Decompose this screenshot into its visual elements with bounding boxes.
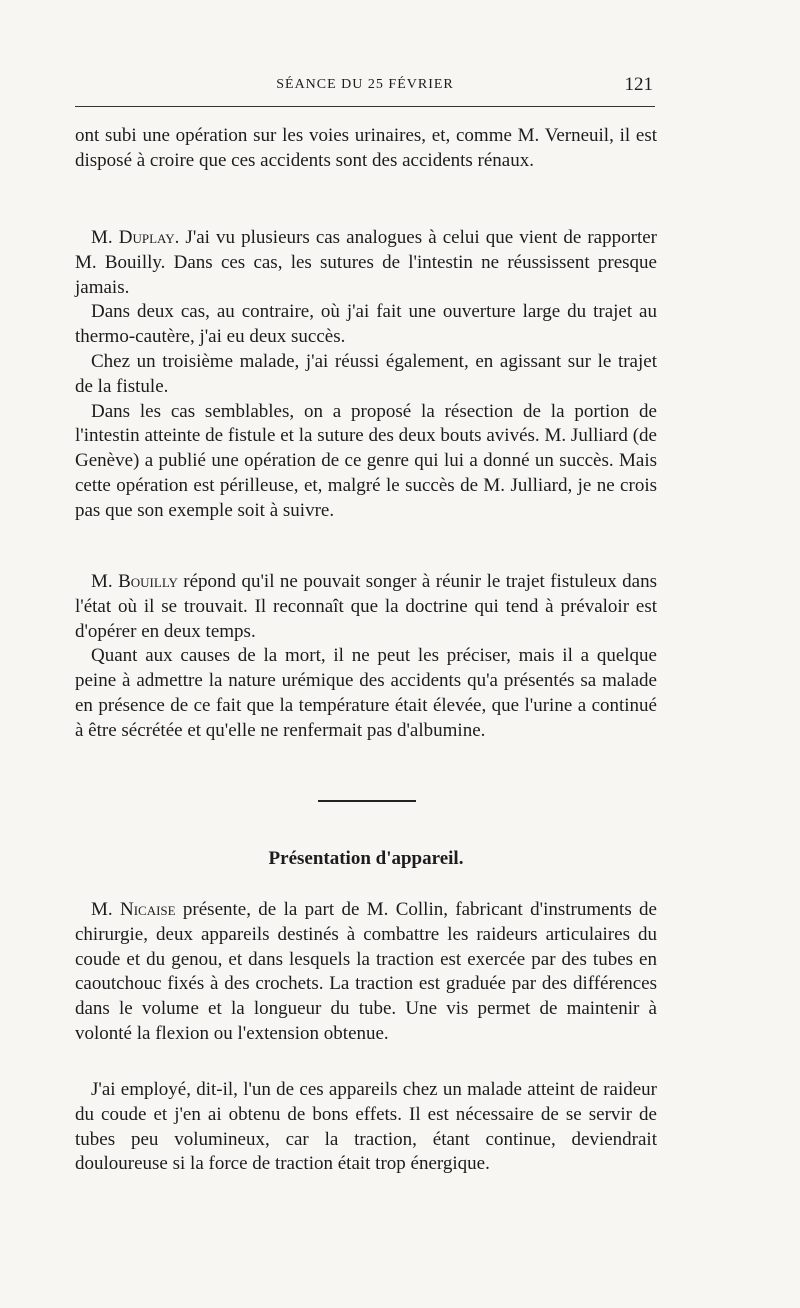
speaker-name: M. Nicaise [91,899,176,920]
paragraph [75,570,657,644]
section-title: Présentation d'appareil. [268,848,464,869]
running-title: SÉANCE DU 25 FÉVRIER [276,77,454,92]
speaker-name: M. Duplay. [91,227,180,248]
paragraph-text: répond qu'il ne pouvait songer à réunir le trajet fistuleux dans l'état où il se trouvait. Il reconnaît que la doctrine qui tend à prévaloir est d'opérer en deux temps. [75,571,657,642]
page-header [75,74,655,100]
text-block-closing [75,1078,657,1177]
text-block-bouilly [75,570,657,744]
page-number: 121 [624,74,653,95]
text-block-nicaise [75,898,657,1047]
section-separator [318,800,416,802]
paragraph [75,226,657,300]
paragraph: Dans les cas semblables, on a proposé la résection de la portion de l'intestin atteinte de fistule et la suture des deux bouts avivés. M. Julliard (de Genève) a publié une opération de ce genre qui lui a donné un succès. Mais cette opération est périlleuse, et, malgré le succès de M. Julliard, je ne crois pas que son exemple soit à suivre. [75,400,657,521]
paragraph: Chez un troisième malade, j'ai réussi également, en agissant sur le trajet de la fistule. [75,350,657,397]
paragraph-text: présente, de la part de M. Collin, fabricant d'instruments de chirurgie, deux appareils destinés à combattre les raideurs articulaires du coude et du genou, et dans lesquels la traction est exercée par des tubes en caoutchouc fixés à des crochets. La traction est graduée par des différences dans le volume et la longueur du tube. Une vis permet de maintenir à volonté la flexion ou l'extension obtenue. [75,899,657,1044]
paragraph [75,898,657,1047]
paragraph-text: J'ai vu plusieurs cas analogues à celui que vient de rapporter M. Bouilly. Dans ces cas, les sutures de l'intestin ne réussissent presque jamais. [75,227,657,298]
paragraph: Quant aux causes de la mort, il ne peut les préciser, mais il a quelque peine à admettre la nature urémique des accidents qu'a présentés sa malade en présence de ce fait que la température était élevée, que l'urine a continué à être sécrétée et qu'elle ne renfermait pas d'albumine. [75,645,657,741]
speaker-name: M. Bouilly [91,571,178,592]
text-block-duplay [75,226,657,524]
text-block-opening [75,124,657,174]
paragraph: Dans deux cas, au contraire, où j'ai fait une ouverture large du trajet au thermo-cautère, j'ai eu deux succès. [75,301,657,348]
paragraph: ont subi une opération sur les voies urinaires, et, comme M. Verneuil, il est disposé à croire que ces accidents sont des accidents rénaux. [75,125,657,171]
header-rule [75,106,655,107]
paragraph: J'ai employé, dit-il, l'un de ces appareils chez un malade atteint de raideur du coude et j'en ai obtenu de bons effets. Il est nécessaire de se servir de tubes peu volumineux, car la traction, étant continue, deviendrait douloureuse si la force de traction était trop énergique. [75,1079,657,1175]
